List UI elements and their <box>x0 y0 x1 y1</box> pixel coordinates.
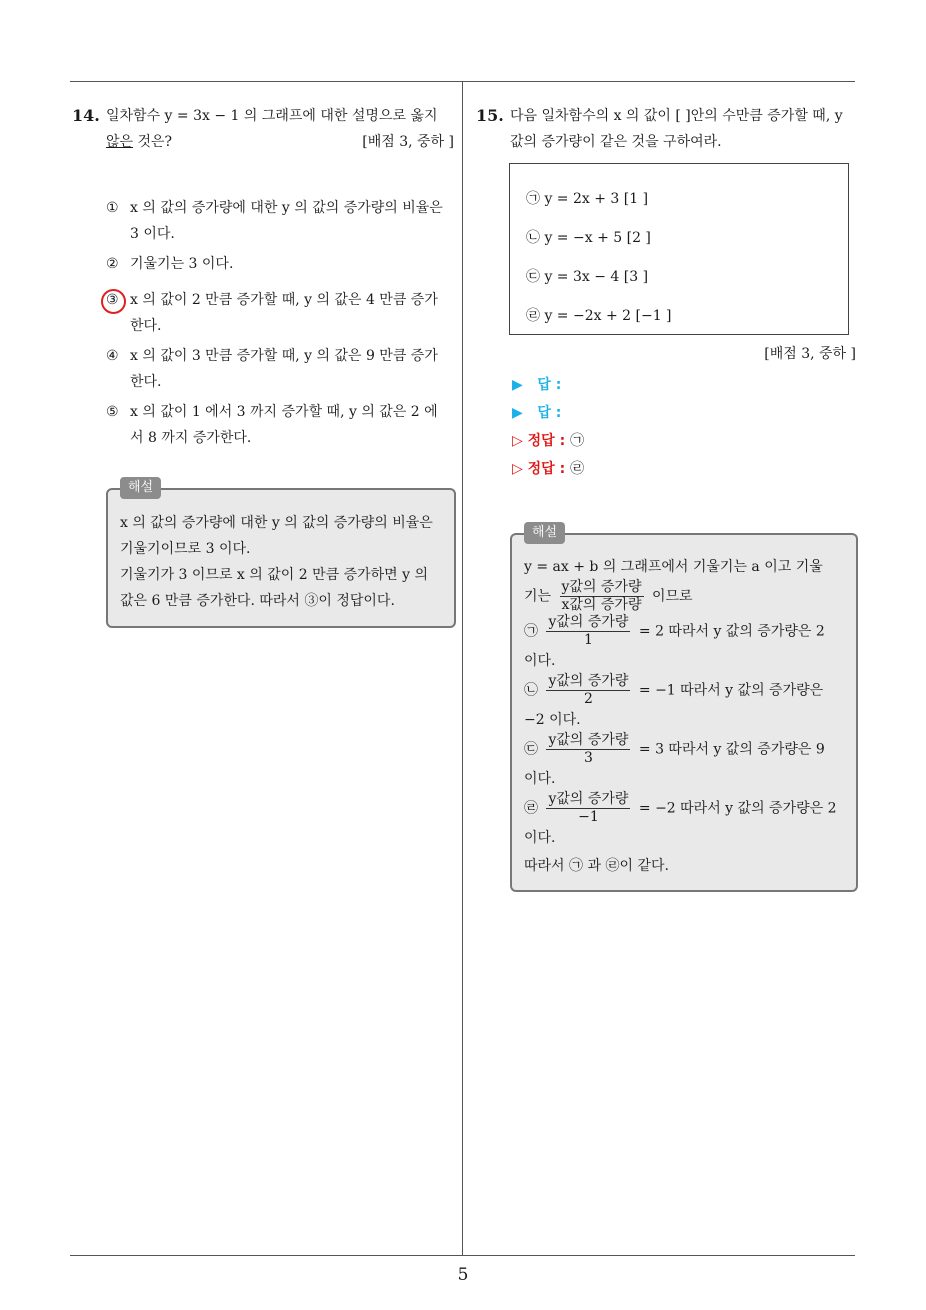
item-a-numerator: y값의 증가량 <box>548 614 629 630</box>
item-a-tail: 이다. <box>524 653 556 669</box>
choice-1-text: x 의 값의 증가량에 대한 y 의 값의 증가량의 비율은 3 이다. <box>130 200 443 242</box>
item-b-fraction <box>546 673 630 708</box>
q15-answers <box>512 371 812 483</box>
item-b-mark: ㉡ <box>524 682 538 699</box>
bottom-rule <box>70 1255 855 1256</box>
q15-header <box>476 103 860 155</box>
item-d-rest: = −2 따라서 y 값의 증가량은 2 <box>638 800 837 817</box>
correct-answer-line-2 <box>512 455 812 483</box>
item-a-denominator: 1 <box>583 632 593 648</box>
q14-stem-line1: 일차함수 y = 3x − 1 의 그래프에 대한 설명으로 옳지 <box>106 108 438 124</box>
choice-1-number: ① <box>106 200 119 216</box>
item-c-numerator: y값의 증가량 <box>548 732 629 748</box>
outline-play-icon: ▷ <box>512 433 523 449</box>
play-icon: ▶ <box>512 405 523 421</box>
q14-choices <box>106 195 448 451</box>
q14-number: 14. <box>72 106 100 125</box>
item-a-mark: ㉠ <box>524 623 538 640</box>
slope-numerator: y값의 증가량 <box>561 579 642 595</box>
play-icon: ▶ <box>512 377 523 393</box>
q14-header <box>72 103 454 155</box>
item-a-fraction <box>546 614 630 649</box>
choice-5-text: x 의 값이 1 에서 3 까지 증가할 때, y 의 값은 2 에서 8 까지 증가한다. <box>130 404 438 446</box>
slope-suffix: 이므로 <box>651 588 693 605</box>
choice-2-number: ② <box>106 256 119 272</box>
choice-2[interactable] <box>106 251 448 277</box>
item-d-numerator: y값의 증가량 <box>548 791 629 807</box>
correct-label-2: 정답 : <box>527 461 566 477</box>
page-number: 5 <box>457 1265 469 1285</box>
question-14 <box>72 103 454 455</box>
slope-fraction <box>560 579 644 614</box>
q14-explanation-box <box>106 480 456 628</box>
item-d-mark: ㉣ <box>524 800 538 817</box>
answer-label-1: 답 : <box>537 377 562 393</box>
choice-3[interactable] <box>106 287 448 339</box>
choice-3-text: x 의 값이 2 만큼 증가할 때, y 의 값은 4 만큼 증가한다. <box>130 292 438 334</box>
slope-prefix: 기는 <box>524 588 552 605</box>
function-a: ㉠ y = 2x + 3 [1 ] <box>526 191 649 207</box>
column-divider <box>462 82 463 1255</box>
choice-1[interactable] <box>106 195 448 247</box>
item-c-mark: ㉢ <box>524 741 538 758</box>
item-d-fraction <box>546 791 630 826</box>
item-a-rest: = 2 따라서 y 값의 증가량은 2 <box>638 623 825 640</box>
choice-4[interactable] <box>106 343 448 395</box>
correct-value-2: ㉣ <box>570 461 585 477</box>
item-b-tail: −2 이다. <box>524 712 581 728</box>
function-c: ㉢ y = 3x − 4 [3 ] <box>526 269 649 285</box>
q15-explanation-tag: 해설 <box>524 522 565 544</box>
item-c-fraction <box>546 732 630 767</box>
q15-function-box <box>509 163 849 335</box>
function-b: ㉡ y = −x + 5 [2 ] <box>526 230 651 246</box>
choice-2-text: 기울기는 3 이다. <box>130 256 234 272</box>
q15-expl-item-d <box>524 791 844 826</box>
q14-stem-line2 <box>106 129 454 155</box>
answer-line-2[interactable] <box>512 399 812 427</box>
choice-3-number: ③ <box>106 292 119 308</box>
item-b-rest: = −1 따라서 y 값의 증가량은 <box>638 682 824 699</box>
choice-4-text: x 의 값이 3 만큼 증가할 때, y 의 값은 9 만큼 증가한다. <box>130 348 438 390</box>
q15-explanation-intro: y = ax + b 의 그래프에서 기울기는 a 이고 기울 <box>524 559 823 575</box>
q14-points: [배점 3, 중하 ] <box>362 134 454 150</box>
q15-number: 15. <box>476 106 504 125</box>
q15-stem: 다음 일차함수의 x 의 값이 [ ]안의 수만큼 증가할 때, y 값의 증가량이 같은 것을 구하여라. <box>510 108 843 150</box>
q14-stem-rest: 것은? <box>133 134 173 150</box>
slope-denominator: x값의 증가량 <box>561 597 642 613</box>
answer-label-2: 답 : <box>537 405 562 421</box>
q15-explanation-box <box>510 525 858 892</box>
item-d-tail: 이다. <box>524 830 556 846</box>
choice-4-number: ④ <box>106 348 119 364</box>
q15-expl-item-b <box>524 673 844 708</box>
q14-stem <box>106 103 454 155</box>
question-15 <box>476 103 860 155</box>
outline-play-icon: ▷ <box>512 461 523 477</box>
q15-expl-item-c <box>524 732 844 767</box>
item-d-denominator: −1 <box>578 809 599 825</box>
correct-label-1: 정답 : <box>527 433 566 449</box>
item-b-denominator: 2 <box>583 691 593 707</box>
item-c-denominator: 3 <box>583 750 593 766</box>
q15-expl-item-a <box>524 614 844 649</box>
q15-explanation-conclusion: 따라서 ㉠ 과 ㉣이 같다. <box>524 858 669 874</box>
item-b-numerator: y값의 증가량 <box>548 673 629 689</box>
answer-line-1[interactable] <box>512 371 812 399</box>
q14-explanation-line-1: x 의 값의 증가량에 대한 y 의 값의 증가량의 비율은 기울기이므로 3 이다. <box>120 515 433 557</box>
choice-5[interactable] <box>106 399 448 451</box>
q14-explanation-tag: 해설 <box>120 477 161 499</box>
correct-answer-line-1 <box>512 427 812 455</box>
item-c-tail: 이다. <box>524 771 556 787</box>
item-c-rest: = 3 따라서 y 값의 증가량은 9 <box>638 741 825 758</box>
q15-points: [배점 3, 중하 ] <box>764 346 856 362</box>
function-d: ㉣ y = −2x + 2 [−1 ] <box>526 308 672 324</box>
correct-value-1: ㉠ <box>570 433 585 449</box>
q14-stem-underlined: 않은 <box>106 134 134 150</box>
q15-slope-definition <box>524 579 844 614</box>
answer-circle-mark <box>101 289 126 314</box>
q14-explanation-line-2: 기울기가 3 이므로 x 의 값이 2 만큼 증가하면 y 의 값은 6 만큼 증가한다. 따라서 ③이 정답이다. <box>120 567 429 609</box>
choice-5-number: ⑤ <box>106 404 119 420</box>
